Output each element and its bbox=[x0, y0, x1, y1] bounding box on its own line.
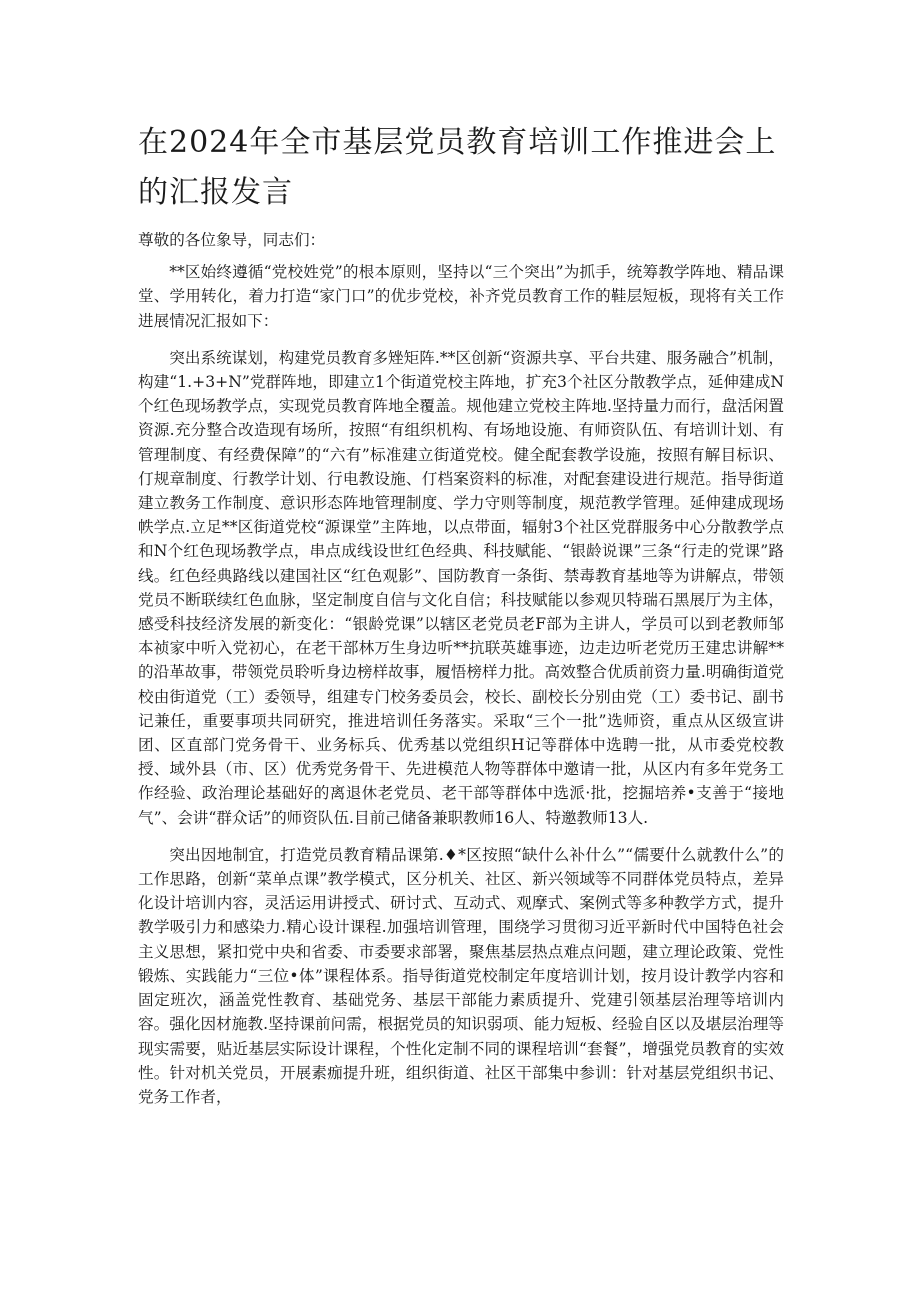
paragraph-local-courses: 突出因地制宜，打造党员教育精品课第.♦*区按照“缺什么补什么”“儒要什么就教什么”的工作思路，创新“菜单点课”教学模式，区分机关、社区、新兴领域等不同群体党员特点，差异化设计培训内容，灵活运用讲授式、研讨式、互动式、观摩式、案例式等多种教学方式，提升教学吸引力和感染力.精心设计课程.加强培训管理，围绕学习贯彻习近平新时代中国特色社会主义思想，紧扣党中央和省委、市委要求部署，聚焦基层热点难点问题，建立理论政策、党性锻炼、实践能力“三位•体”课程体系。指导街道党校制定年度培训计划，按月设计教学内容和固定班次，涵盖党性教育、基础党务、基层干部能力素质提升、党建引领基层治理等培训内容。强化因材施教.坚持课前问需，根据党员的知识弱项、能力短板、经验自区以及堪层治理等现实需要，贴近基层实际设计课程，个性化定制不同的课程培训“套餐”，增强党员教育的实效性。针对机关党员，开展素痂提升班，组织街道、社区干部集中参训：针对基层党组织书记、党务工作者， bbox=[138, 845, 784, 1106]
paragraph-system-planning: 突出系统谋划，构建党员教育多矬矩阵.**区创新“资源共享、平台共建、服务融合”机制，构建“1.+3+N”党群阵地，即建立1个街道党校主阵地，扩充3个社区分散教学点，延伸建成N个红色现场教学点，实现党员教育阵地全覆盖。规他建立党校主阵地.坚持量力而行，盘活闲置资源.充分整合改造现有场所，按照“有组织机构、有场地设施、有师资队伍、有培训计划、有管理制度、有经费保障”的“六有”标准建立街道党校。健全配套教学设施，按照有解目标识、仃规章制度、行教学计划、行电教设施、仃档案资料的标准，对配套建设进行规范。指导街道建立教务工作制度、意识形态阵地管理制度、学力守则等制度，规范教学管理。延伸建成现场帙学点.立足**区街道党校“源课堂”主阵地，以点带面，辐射3个社区党群服务中心分散教学点和N个红色现场教学点，串点成线设世红色经典、科技赋能、“银龄说课”三条“行走的党课”路线。红色经典路线以建国社区“红色观影”、国防教育一条街、禁毒教育基地等为讲解点，带领党员不断联续红色血脉，坚定制度自信与文化自信；科技赋能以参观贝特瑞石黑展厅为主体，感受科技经济发展的新变化：“银龄党课”以辖区老党员老F部为主讲人，学员可以到老教师邹本祯家中听入党初心，在老干部林万生身边听**抗联英雄事迹，边走边听老党历王建忠讲解**的沿革故事，带领党员聆听身边榜样故事，履悟榜样力批。高效整合优质前资力量.明确街道党校由街道党（工）委领导，组建专门校务委员会，校长、副校长分别由党（工）委书记、副书记兼任，重要事项共同研究，推进培训任务落实。采取“三个一批”选师资，重点从区级宣讲团、区直部门党务骨干、业务标兵、优秀基以党组织H记等群体中选聘一批，从市委党校教授、域外县（市、区）优秀党务骨干、先进模范人物等群体中邀请一批，从区内有多年党务工作经验、政治理论基础好的离退休老党员、老干部等群体中选派·批，挖掘培养•支善于“接地气”、会讲“群众话”的师资队伍.目前己储备兼职教师16人、特邀教师13人. bbox=[138, 348, 784, 827]
document-title: 在2024年全市基层党员教育培训工作推进会上的汇报发言 bbox=[138, 125, 777, 210]
salutation: 尊敬的各位象导，同志们： bbox=[138, 231, 326, 249]
document-body bbox=[138, 228, 784, 1122]
paragraph-intro: **区始终遵循“党校姓党”的根本原则，坚持以“三个突出”为抓手，统筹教学阵地、精品课堂、学用转化，着力打造“家门口”的优步党校，补齐党员教育工作的鞋层短板，现将有关工作进展情况汇报如下： bbox=[138, 263, 784, 330]
